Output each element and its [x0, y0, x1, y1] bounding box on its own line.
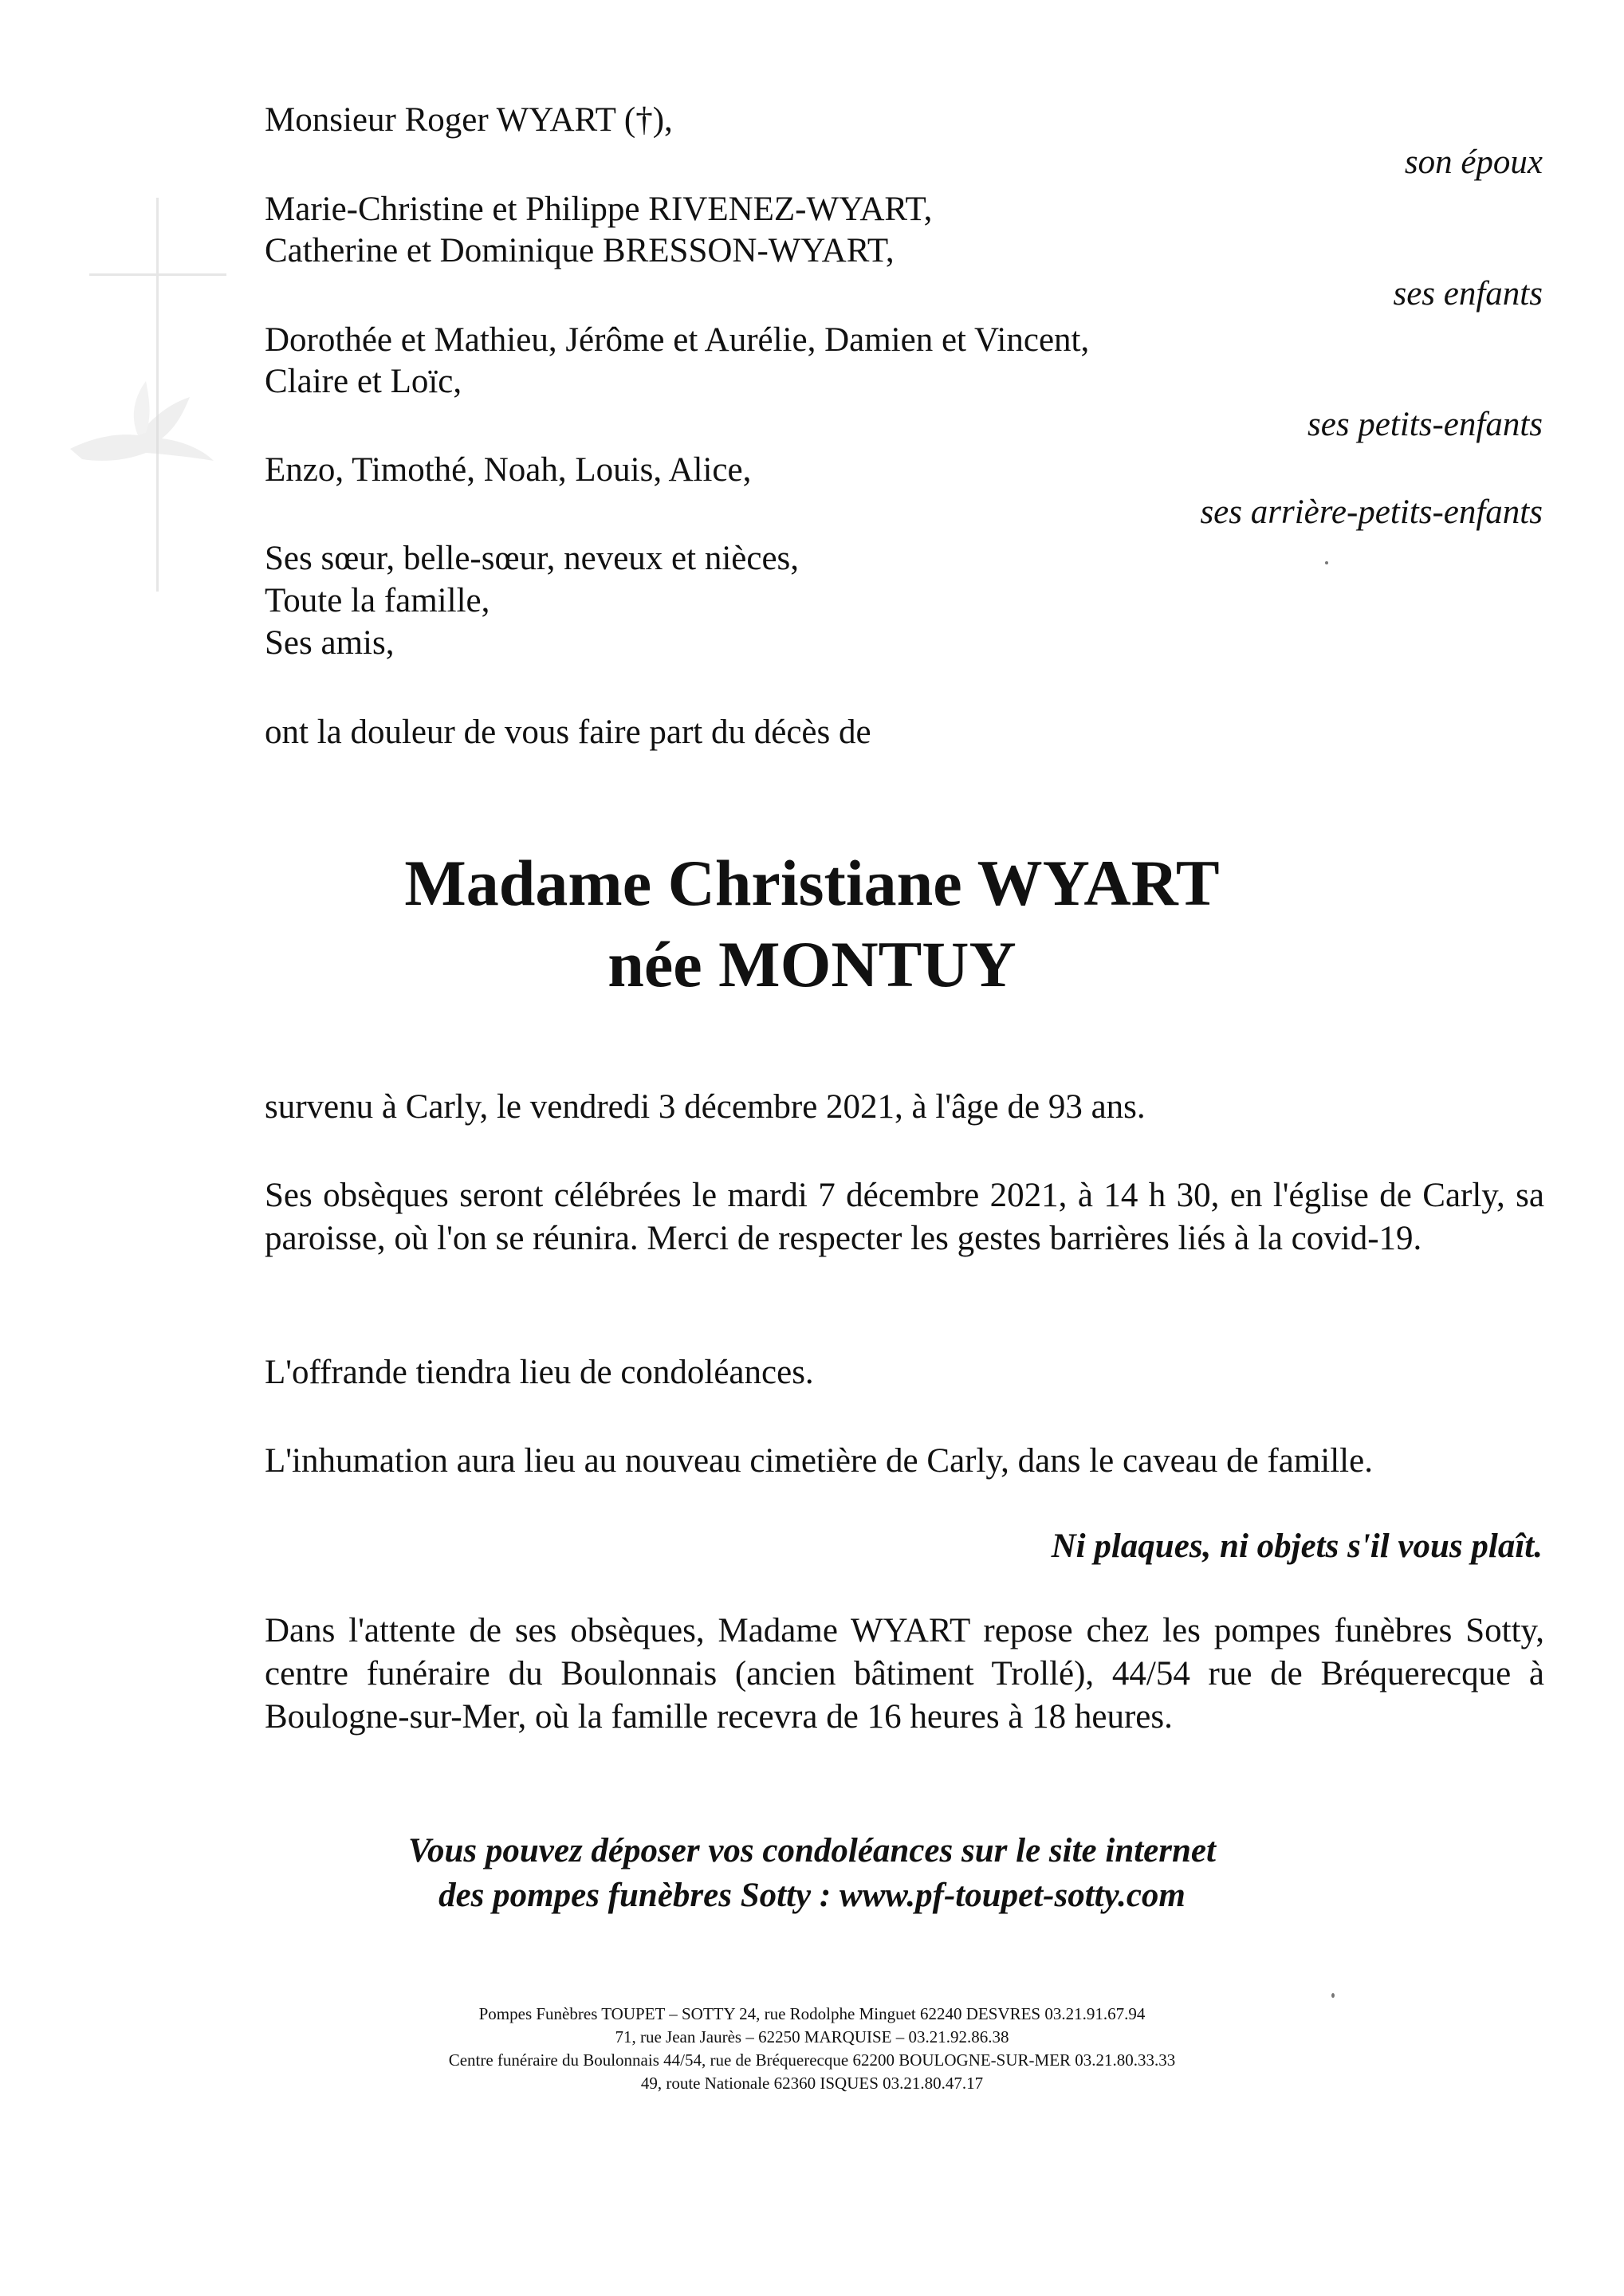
no-plaques-note: Ni plaques, ni objets s'il vous plaît.: [1051, 1527, 1543, 1565]
footer-line: Centre funéraire du Boulonnais 44/54, rue de Bréquerecque 62200 BOULOGNE-SUR-MER 03.21.80.33.33: [448, 2050, 1176, 2070]
dove-icon: [62, 373, 222, 477]
others-line: Ses amis,: [265, 624, 395, 662]
resting-details: Dans l'attente de ses obsèques, Madame WYART repose chez les pompes funèbres Sotty, centre funéraire du Boulonnais (ancien bâtiment Trollé), 44/54 rue de Bréquerecque à Boulogne-sur-Mer, où la famille recevra de 16 heures à 18 heures.: [265, 1612, 1544, 1736]
website-line: Vous pouvez déposer vos condoléances sur le site internet: [408, 1832, 1216, 1869]
footer-line: 49, route Nationale 62360 ISQUES 03.21.80.47.17: [640, 2074, 984, 2093]
child-line: Marie-Christine et Philippe RIVENEZ-WYART,: [265, 191, 933, 228]
children-role: ses enfants: [1393, 275, 1543, 313]
grandchildren-role: ses petits-enfants: [1307, 406, 1543, 443]
others-line: Ses sœur, belle-sœur, neveux et nièces,: [265, 540, 800, 577]
spouse-role: son époux: [1404, 144, 1543, 181]
website-line: des pompes funèbres Sotty : www.pf-toupet-sotty.com: [438, 1877, 1186, 1914]
grandchild-line: Dorothée et Mathieu, Jérôme et Aurélie, Damien et Vincent,: [265, 321, 1090, 359]
grandchild-line: Claire et Loïc,: [265, 363, 462, 400]
great-grandchildren-role: ses arrière-petits-enfants: [1200, 493, 1543, 531]
announcement: ont la douleur de vous faire part du décès de: [265, 714, 871, 751]
funeral-details: Ses obsèques seront célébrées le mardi 7 décembre 2021, à 14 h 30, en l'église de Carly, sa paroisse, où l'on se réunira. Merci de respecter les gestes barrières liés à la covid-19.: [265, 1177, 1544, 1257]
footer-line: Pompes Funèbres TOUPET – SOTTY 24, rue Rodolphe Minguet 62240 DESVRES 03.21.91.67.94: [478, 2004, 1146, 2023]
offering-note: L'offrande tiendra lieu de condoléances.: [265, 1354, 814, 1391]
great-grandchildren: Enzo, Timothé, Noah, Louis, Alice,: [265, 451, 752, 489]
death-details: survenu à Carly, le vendredi 3 décembre 2021, à l'âge de 93 ans.: [265, 1088, 1146, 1126]
others-line: Toute la famille,: [265, 582, 490, 619]
deceased-maiden-name: née MONTUY: [608, 928, 1016, 1001]
cross-horizontal-bar: [89, 273, 226, 276]
spouse-name: Monsieur Roger WYART (†),: [265, 101, 673, 139]
burial-details: L'inhumation aura lieu au nouveau cimetière de Carly, dans le caveau de famille.: [265, 1442, 1373, 1480]
deceased-name: Madame Christiane WYART: [404, 847, 1220, 919]
scan-speck: [1325, 561, 1328, 564]
footer-line: 71, rue Jean Jaurès – 62250 MARQUISE – 03.21.92.86.38: [615, 2027, 1009, 2046]
scan-speck: [1331, 1993, 1335, 1998]
child-line: Catherine et Dominique BRESSON-WYART,: [265, 232, 895, 269]
